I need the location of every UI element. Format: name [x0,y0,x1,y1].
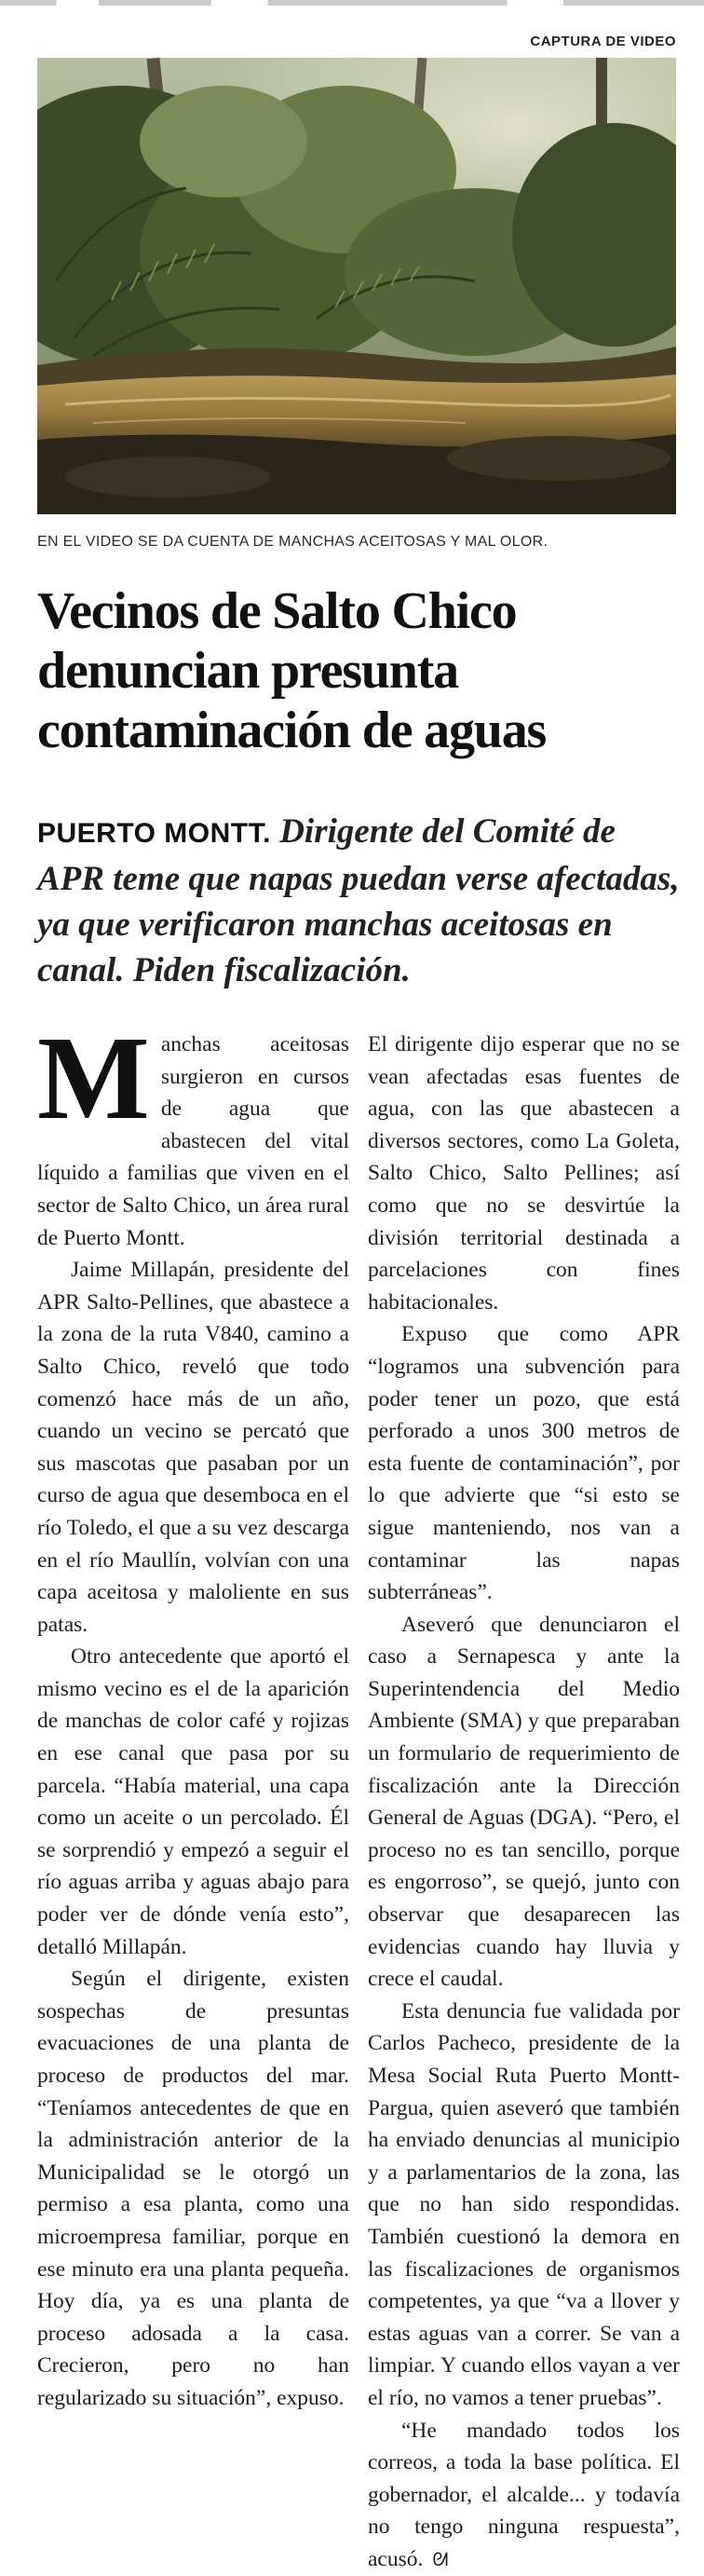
body-paragraph-9-text: “He mandado todos los correos, a toda la base política. El gobernador, el alcalde... y todavía no tengo ninguna respuesta”, acusó. [368,2418,680,2571]
photo-caption: EN EL VIDEO SE DA CUENTA DE MANCHAS ACEITOSAS Y MAL OLOR. [37,534,548,550]
dateline: PUERTO MONTT. [37,818,271,849]
body-column-right [368,1029,680,2576]
article-photo [37,58,676,514]
end-mark-icon: ᘛ [432,2547,449,2570]
photo-image [37,58,676,514]
deck-text: Dirigente del Comité de APR teme que napas puedan verse afectadas, ya que verificaron manchas aceitosas en canal. Piden fiscalización. [37,812,680,989]
body-column-left [37,1012,349,2415]
body-paragraph-1-text: anchas aceitosas surgieron en cursos de agua que abastecen del vital líquido a familias que viven en el sector de Salto Chico, un área rural de Puerto Montt. [37,1032,349,1250]
body-paragraph-7: Aseveró que denunciaron el caso a Sernapesca y ante la Superintendencia del Medio Ambiente (SMA) y que preparaban un formulario de requerimiento de fiscalización ante la Dirección General de Aguas (DGA). “Pero, el proceso no es tan sencillo, porque es engorroso”, se quejó, junto con observar que desaparecen las evidencias cuando hay lluvia y crece el caudal. [368,1612,680,1992]
body-paragraph-2: Jaime Millapán, presidente del APR Salto-Pellines, que abastece a la zona de la ruta V840, camino a Salto Chico, reveló que todo comenzó hace más de un año, cuando un vecino se percató que sus mascotas que pasaban por un curso de agua que desemboca en el río Toledo, el que a su vez descarga en el río Maullín, volvían con una capa aceitosa y maloliente en sus patas. [37,1258,349,1637]
body-paragraph-5: El dirigente dijo esperar que no se vean afectadas esas fuentes de agua, con las que abastecen a diversos sectores, como La Goleta, Salto Chico, Salto Pellines; así como que no se desvirtúe la división territorial destinada a parcelaciones con fines habitacionales. [368,1032,680,1315]
body-paragraph-9 [368,2415,680,2576]
body-paragraph-6: Expuso que como APR “logramos una subvención para poder tener un pozo, que está perforado a unos 300 metros de esta fuente de contaminación”, por lo que advierte que “si esto se sigue manteniendo, nos van a contaminar las napas subterráneas”. [368,1322,680,1605]
photo-credit: CAPTURA DE VIDEO [530,34,676,49]
drop-cap: M [37,1012,150,1144]
body-paragraph-8: Esta denuncia fue validada por Carlos Pacheco, presidente de la Mesa Social Ruta Puerto Montt-Pargua, quien aseveró que también ha enviado denuncias al municipio y a parlamentarios de la zona, las que no han sido respondidas. También cuestionó la demora en las fiscalizaciones de organismos competentes, ya que “va a llover y estas aguas van a correr. Se van a limpiar. Y cuando ellos vayan a ver el río, no vamos a tener pruebas”. [368,1998,680,2410]
body-paragraph-3: Otro antecedente que aportó el mismo vecino es el de la aparición de manchas de color café y rojizas en ese canal que pasa por su parcela. “Había material, una capa como un aceite o un percolado. Él se sorprendió y empezó a seguir el río aguas arriba y aguas abajo para poder ver de dónde venía esto”, detalló Millapán. [37,1644,349,1959]
body-paragraph-1 [37,1012,349,1254]
body-paragraph-4: Según el dirigente, existen sospechas de presuntas evacuaciones de una planta de proceso de productos del mar. “Teníamos antecedentes de que en la administración anterior de la Municipalidad se le otorgó un permiso a esa planta, como una microempresa familiar, porque en ese minuto era una planta pequeña. Hoy día, ya es una planta de proceso adosada a la casa. Crecieron, pero no han regularizado su situación”, expuso. [37,1967,349,2410]
article-deck [37,809,680,993]
top-rule [0,0,704,6]
headline: Vecinos de Salto Chico denuncian presunta contaminación de aguas [37,582,547,759]
